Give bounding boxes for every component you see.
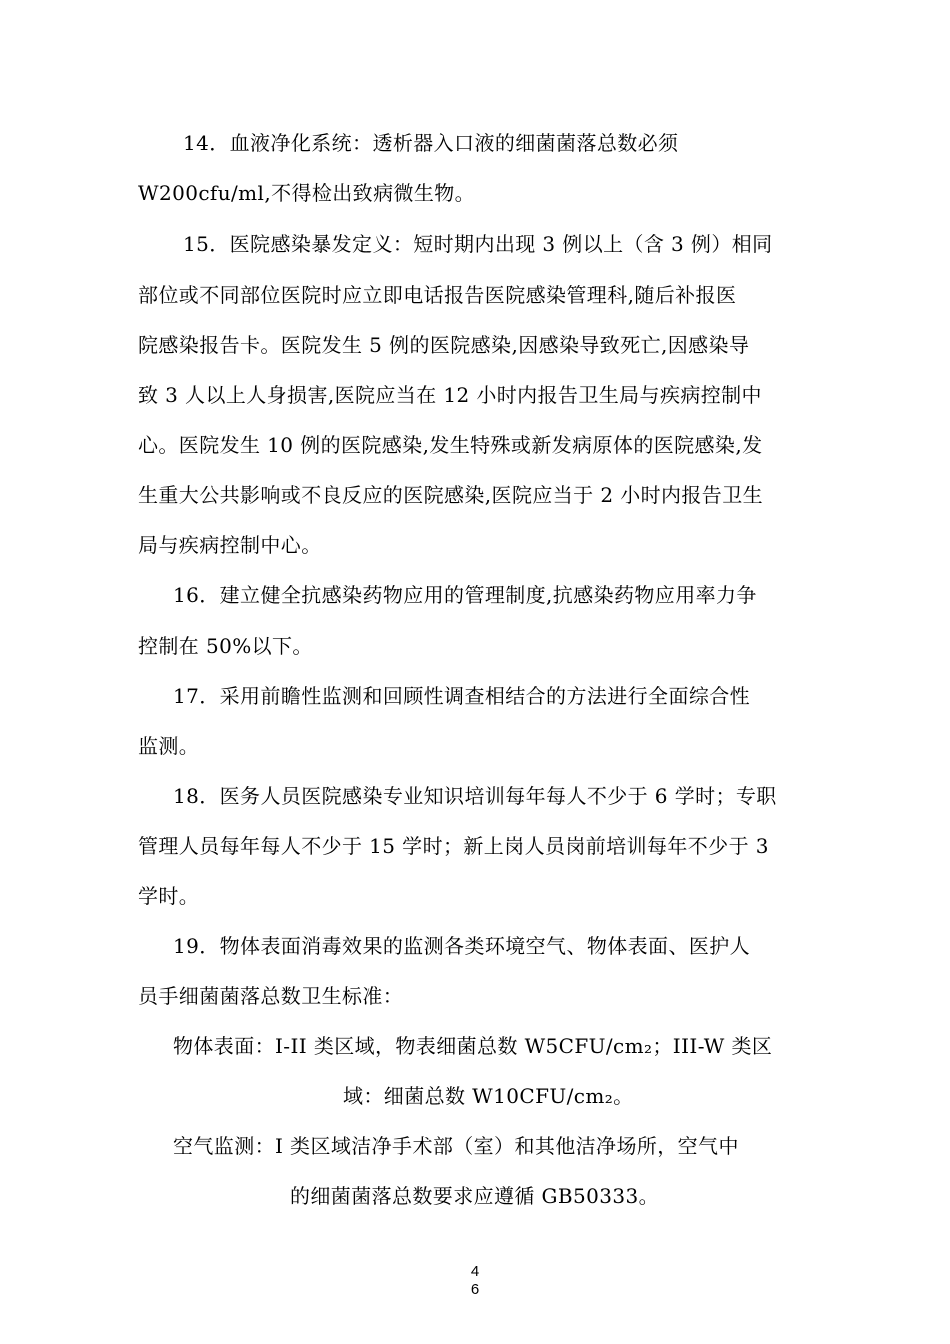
text-line: 管理人员每年每人不少于 15 学时；新上岗人员岗前培训每年不少于 3 bbox=[138, 834, 769, 858]
text-line: 院感染报告卡。医院发生 5 例的医院感染,因感染导致死亡,因感染导 bbox=[138, 333, 750, 357]
text-line: 19．物体表面消毒效果的监测各类环境空气、物体表面、医护人 bbox=[173, 934, 751, 958]
text-line: 员手细菌菌落总数卫生标准： bbox=[138, 984, 404, 1008]
text-line: 控制在 50%以下。 bbox=[138, 634, 313, 658]
text-line: 监测。 bbox=[138, 734, 200, 758]
page-number-total: 6 bbox=[470, 1281, 480, 1298]
text-line: 17．采用前瞻性监测和回顾性调查相结合的方法进行全面综合性 bbox=[173, 684, 751, 708]
text-line: 18．医务人员医院感染专业知识培训每年每人不少于 6 学时；专职 bbox=[173, 784, 777, 808]
text-line: 部位或不同部位医院时应立即电话报告医院感染管理科,随后补报医 bbox=[138, 283, 737, 307]
text-line: 空气监测：I 类区域洁净手术部（室）和其他洁净场所，空气中 bbox=[173, 1134, 739, 1158]
text-line: 局与疾病控制中心。 bbox=[138, 533, 322, 557]
text-line: 生重大公共影响或不良反应的医院感染,医院应当于 2 小时内报告卫生 bbox=[138, 483, 763, 507]
text-line: 14．血液净化系统：透析器入口液的细菌菌落总数必须 bbox=[183, 131, 679, 155]
text-line: 的细菌菌落总数要求应遵循 GB50333。 bbox=[290, 1184, 660, 1208]
text-line: 心。医院发生 10 例的医院感染,发生特殊或新发病原体的医院感染,发 bbox=[138, 433, 763, 457]
text-line: 物体表面：I-II 类区域，物表细菌总数 W5CFU/cm₂；III-W 类区 bbox=[173, 1034, 773, 1058]
text-line: 15．医院感染暴发定义：短时期内出现 3 例以上（含 3 例）相同 bbox=[183, 232, 773, 256]
text-line: 16．建立健全抗感染药物应用的管理制度,抗感染药物应用率力争 bbox=[173, 583, 757, 607]
page-number: 4 bbox=[470, 1263, 480, 1280]
text-line: 域：细菌总数 W10CFU/cm₂。 bbox=[343, 1084, 634, 1108]
text-line: W200cfu/ml,不得检出致病微生物。 bbox=[138, 181, 476, 205]
text-line: 学时。 bbox=[138, 884, 200, 908]
text-line: 致 3 人以上人身损害,医院应当在 12 小时内报告卫生局与疾病控制中 bbox=[138, 383, 762, 407]
